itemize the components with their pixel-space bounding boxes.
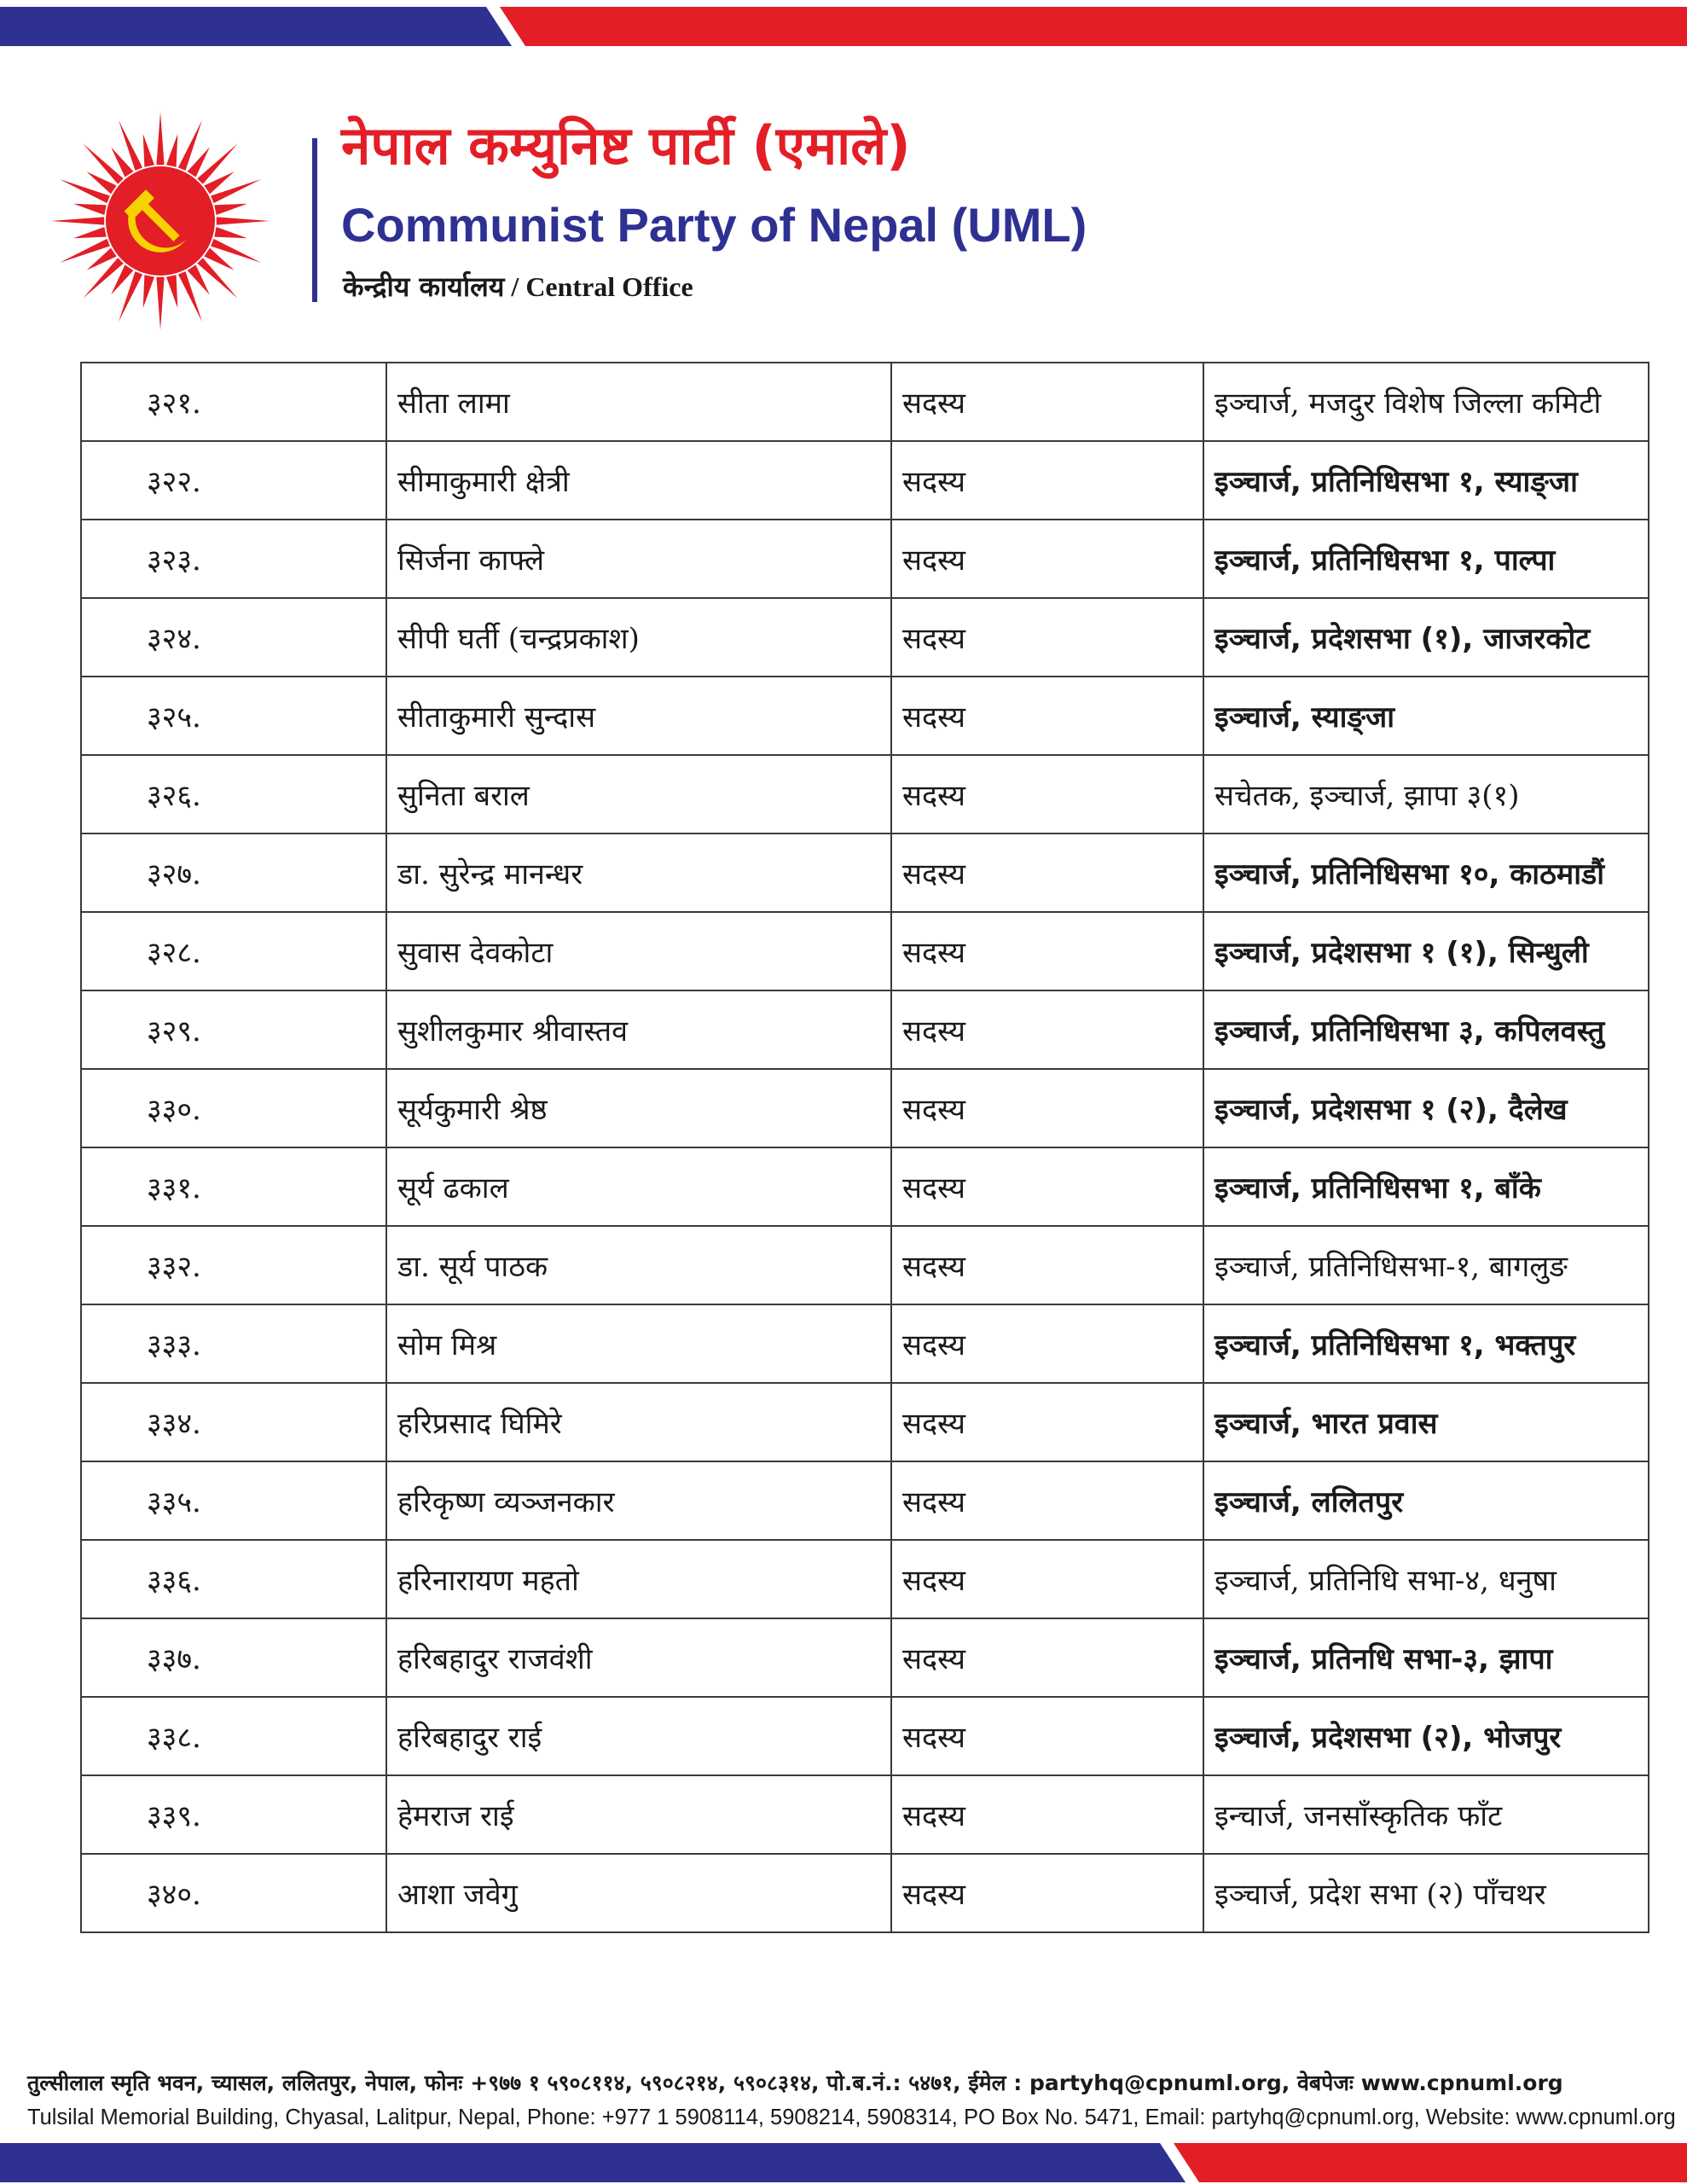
- member-name-cell: डा. सूर्य पाठक: [386, 1226, 891, 1304]
- table-row: [81, 1618, 1649, 1697]
- member-role-cell: सदस्य: [891, 1461, 1203, 1540]
- member-role-cell: सदस्य: [891, 1854, 1203, 1932]
- member-name-cell: सुशीलकुमार श्रीवास्तव: [386, 990, 891, 1069]
- responsibility-cell: इञ्चार्ज, प्रतिनधि सभा-३, झापा: [1203, 1618, 1649, 1697]
- serial-number-cell: ३३१.: [81, 1147, 386, 1226]
- member-roster-table: [80, 362, 1649, 1933]
- serial-number-cell: ३३७.: [81, 1618, 386, 1697]
- serial-number-cell: ३३५.: [81, 1461, 386, 1540]
- responsibility-cell: इञ्चार्ज, भारत प्रवास: [1203, 1383, 1649, 1461]
- serial-number-cell: ३३९.: [81, 1775, 386, 1854]
- responsibility-cell: इञ्चार्ज, प्रतिनिधिसभा १, पाल्पा: [1203, 520, 1649, 598]
- responsibility-cell: इन्चार्ज, जनसाँस्कृतिक फाँट: [1203, 1775, 1649, 1854]
- serial-number-cell: ३३६.: [81, 1540, 386, 1618]
- responsibility-cell: इञ्चार्ज, प्रदेशसभा १ (२), दैलेख: [1203, 1069, 1649, 1147]
- table-row: [81, 1775, 1649, 1854]
- member-role-cell: सदस्य: [891, 520, 1203, 598]
- member-name-cell: हरिप्रसाद घिमिरे: [386, 1383, 891, 1461]
- member-role-cell: सदस्य: [891, 1304, 1203, 1383]
- responsibility-cell: इञ्चार्ज, प्रतिनिधिसभा-१, बागलुङ: [1203, 1226, 1649, 1304]
- member-name-cell: आशा जवेगु: [386, 1854, 891, 1932]
- responsibility-cell: इञ्चार्ज, प्रतिनिधिसभा १, भक्तपुर: [1203, 1304, 1649, 1383]
- member-role-cell: सदस्य: [891, 1540, 1203, 1618]
- member-role-cell: सदस्य: [891, 1147, 1203, 1226]
- responsibility-cell: इञ्चार्ज, प्रदेशसभा (१), जाजरकोट: [1203, 598, 1649, 677]
- serial-number-cell: ३३२.: [81, 1226, 386, 1304]
- responsibility-cell: इञ्चार्ज, प्रतिनिधिसभा १, बाँके: [1203, 1147, 1649, 1226]
- serial-number-cell: ३२९.: [81, 990, 386, 1069]
- member-name-cell: सीता लामा: [386, 363, 891, 441]
- member-role-cell: सदस्य: [891, 1775, 1203, 1854]
- table-row: [81, 363, 1649, 441]
- office-subtitle: [343, 270, 693, 303]
- member-name-cell: सीमाकुमारी क्षेत्री: [386, 441, 891, 520]
- member-name-cell: सुनिता बराल: [386, 755, 891, 834]
- responsibility-cell: इञ्चार्ज, प्रदेश सभा (२) पाँचथर: [1203, 1854, 1649, 1932]
- member-role-cell: सदस्य: [891, 1383, 1203, 1461]
- table-row: [81, 520, 1649, 598]
- serial-number-cell: ३२६.: [81, 755, 386, 834]
- member-name-cell: हरिबहादुर राजवंशी: [386, 1618, 891, 1697]
- serial-number-cell: ३३४.: [81, 1383, 386, 1461]
- responsibility-cell: सचेतक, इञ्चार्ज, झापा ३(१): [1203, 755, 1649, 834]
- bottom-color-band: [0, 2143, 1687, 2182]
- table-row: [81, 1304, 1649, 1383]
- member-role-cell: सदस्य: [891, 677, 1203, 755]
- table-row: [81, 990, 1649, 1069]
- serial-number-cell: ३२४.: [81, 598, 386, 677]
- serial-number-cell: ३४०.: [81, 1854, 386, 1932]
- table-row: [81, 598, 1649, 677]
- table-row: [81, 912, 1649, 990]
- serial-number-cell: ३२५.: [81, 677, 386, 755]
- party-name-english: Communist Party of Nepal (UML): [341, 198, 1087, 252]
- office-name-nepali: केन्द्रीय कार्यालय: [343, 270, 505, 303]
- member-role-cell: सदस्य: [891, 441, 1203, 520]
- serial-number-cell: ३२२.: [81, 441, 386, 520]
- table-row: [81, 1383, 1649, 1461]
- table-row: [81, 1854, 1649, 1932]
- member-name-cell: डा. सुरेन्द्र मानन्धर: [386, 834, 891, 912]
- serial-number-cell: ३२१.: [81, 363, 386, 441]
- office-separator: /: [504, 271, 526, 302]
- responsibility-cell: इञ्चार्ज, प्रतिनिधिसभा १०, काठमाडौं: [1203, 834, 1649, 912]
- table-row: [81, 1069, 1649, 1147]
- table-row: [81, 1540, 1649, 1618]
- responsibility-cell: इञ्चार्ज, ललितपुर: [1203, 1461, 1649, 1540]
- member-role-cell: सदस्य: [891, 1226, 1203, 1304]
- footer-address-nepali: तुल्सीलाल स्मृति भवन, च्यासल, ललितपुर, नेपाल, फोनः +९७७ १ ५९०८११४, ५९०८२१४, ५९०८३१४, पो.ब.नं.: ५४७१, ईमेल : partyhq@cpnuml.org, वेबपेजः www.cpnuml.org: [27, 2071, 1563, 2095]
- responsibility-cell: इञ्चार्ज, प्रतिनिधिसभा १, स्याङ्जा: [1203, 441, 1649, 520]
- responsibility-cell: इञ्चार्ज, प्रदेशसभा १ (१), सिन्धुली: [1203, 912, 1649, 990]
- table-row: [81, 441, 1649, 520]
- footer-address-english: Tulsilal Memorial Building, Chyasal, Lalitpur, Nepal, Phone: +977 1 5908114, 5908214, 5908314, PO Box No. 5471, Email: partyhq@cpnuml.org, Website: www.cpnuml.org: [27, 2106, 1676, 2129]
- serial-number-cell: ३२७.: [81, 834, 386, 912]
- responsibility-cell: इञ्चार्ज, स्याङ्जा: [1203, 677, 1649, 755]
- table-row: [81, 1697, 1649, 1775]
- table-row: [81, 1461, 1649, 1540]
- member-role-cell: सदस्य: [891, 1069, 1203, 1147]
- member-role-cell: सदस्य: [891, 1618, 1203, 1697]
- member-name-cell: सीताकुमारी सुन्दास: [386, 677, 891, 755]
- serial-number-cell: ३३८.: [81, 1697, 386, 1775]
- responsibility-cell: इञ्चार्ज, प्रतिनिधि सभा-४, धनुषा: [1203, 1540, 1649, 1618]
- header-divider: [312, 138, 317, 302]
- member-name-cell: हेमराज राई: [386, 1775, 891, 1854]
- party-name-nepali: नेपाल कम्युनिष्ट पार्टी (एमाले): [341, 114, 911, 177]
- member-name-cell: सूर्यकुमारी श्रेष्ठ: [386, 1069, 891, 1147]
- serial-number-cell: ३२८.: [81, 912, 386, 990]
- member-role-cell: सदस्य: [891, 755, 1203, 834]
- member-name-cell: सीपी घर्ती (चन्द्रप्रकाश): [386, 598, 891, 677]
- member-role-cell: सदस्य: [891, 990, 1203, 1069]
- serial-number-cell: ३३०.: [81, 1069, 386, 1147]
- member-name-cell: सोम मिश्र: [386, 1304, 891, 1383]
- member-name-cell: हरिबहादुर राई: [386, 1697, 891, 1775]
- table-row: [81, 1226, 1649, 1304]
- office-name-english: Central Office: [525, 271, 693, 302]
- table-row: [81, 834, 1649, 912]
- sun-hammer-sickle-icon: [41, 109, 280, 333]
- member-role-cell: सदस्य: [891, 912, 1203, 990]
- member-name-cell: हरिकृष्ण व्यञ्जनकार: [386, 1461, 891, 1540]
- responsibility-cell: इञ्चार्ज, प्रतिनिधिसभा ३, कपिलवस्तु: [1203, 990, 1649, 1069]
- member-name-cell: हरिनारायण महतो: [386, 1540, 891, 1618]
- top-color-band: [0, 7, 1687, 46]
- table-row: [81, 1147, 1649, 1226]
- table-row: [81, 677, 1649, 755]
- member-role-cell: सदस्य: [891, 363, 1203, 441]
- responsibility-cell: इञ्चार्ज, मजदुर विशेष जिल्ला कमिटी: [1203, 363, 1649, 441]
- party-emblem-logo: [41, 109, 280, 333]
- member-name-cell: सुवास देवकोटा: [386, 912, 891, 990]
- responsibility-cell: इञ्चार्ज, प्रदेशसभा (२), भोजपुर: [1203, 1697, 1649, 1775]
- table-row: [81, 755, 1649, 834]
- serial-number-cell: ३२३.: [81, 520, 386, 598]
- member-name-cell: सूर्य ढकाल: [386, 1147, 891, 1226]
- member-role-cell: सदस्य: [891, 834, 1203, 912]
- member-name-cell: सिर्जना काफ्ले: [386, 520, 891, 598]
- member-role-cell: सदस्य: [891, 598, 1203, 677]
- member-role-cell: सदस्य: [891, 1697, 1203, 1775]
- serial-number-cell: ३३३.: [81, 1304, 386, 1383]
